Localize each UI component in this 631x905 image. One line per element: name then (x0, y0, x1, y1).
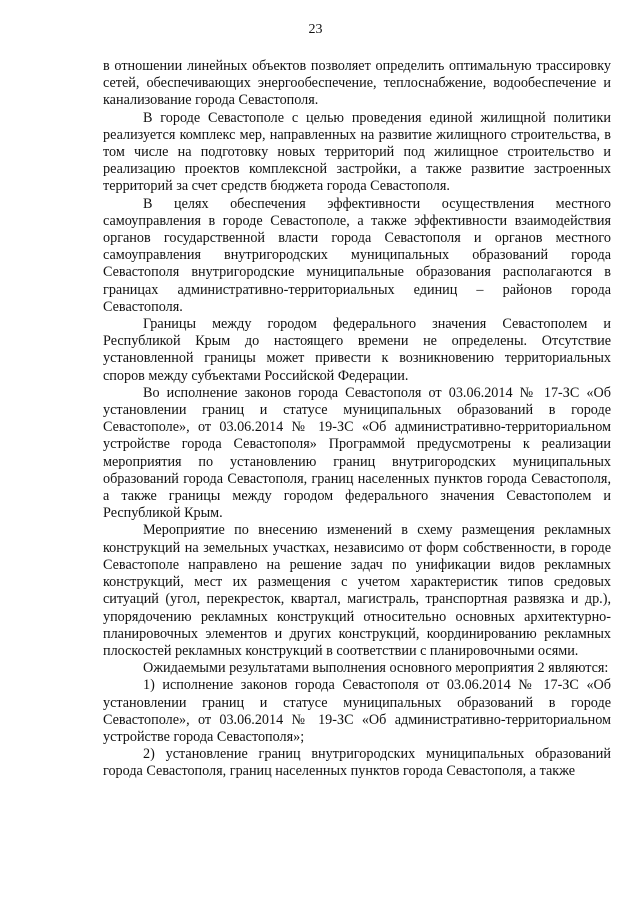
paragraph-expected-results: Ожидаемыми результатами выполнения основного мероприятия 2 являются: (143, 660, 609, 677)
body-text (103, 58, 611, 781)
paragraph-laws-execution: Во исполнение законов города Севастополя от 03.06.2014 № 17-ЗС «Об установлении границ и статусе муниципальных образований в городе Севастополе», от 03.06.2014 № 19-ЗС «Об административно-территориальном устройстве города Севастополя» Программой предусмотрены к реализации мероприятия по установлению границ внутригородских муниципальных образований города Севастополя, границ населенных пунктов города Севастополя, а также границы между городом федерального значения Севастополем и Республикой Крым. (103, 384, 611, 522)
paragraph-housing-policy: В городе Севастополе с целью проведения единой жилищной политики реализуется комплекс мер, направленных на развитие жилищного строительства, в том числе на подготовку новых территорий под жилищное строительство и реализацию проектов комплексной застройки, а также развитие застроенных территорий за счет средств бюджета города Севастополя. (103, 109, 611, 195)
list-item-2: 2) установление границ внутригородских муниципальных образований города Севастополя, границ населенных пунктов города Севастополя, а также (103, 746, 611, 780)
paragraph-local-self-government: В целях обеспечения эффективности осуществления местного самоуправления в городе Севастополе, а также эффективности взаимодействия органов государственной власти города Севастополя и органов местного самоуправления внутригородских муниципальных образований города Севастополя внутригородские муниципальные образования располагаются в границах административно-территориальных единиц – районов города Севастополя. (103, 195, 611, 315)
paragraph-linear-objects: в отношении линейных объектов позволяет определить оптимальную трассировку сетей, обеспечивающих энергообеспечение, теплоснабжение, водообеспечение и канализование города Севастополя. (103, 58, 611, 109)
list-item-1: 1) исполнение законов города Севастополя от 03.06.2014 № 17-ЗС «Об установлении границ и статусе муниципальных образований в городе Севастополе», от 03.06.2014 № 19-ЗС «Об административно-территориальном устройстве города Севастополя»; (103, 677, 611, 745)
paragraph-advertising-structures: Мероприятие по внесению изменений в схему размещения рекламных конструкций на земельных участках, независимо от форм собственности, в городе Севастополе направлено на решение задач по унификации видов рекламных конструкций, мест их размещения с учетом характеристик типов средовых ситуаций (угол, перекресток, квартал, магистраль, транспортная развязка и др.), упорядочению рекламных конструкций относительно основных архитектурно-планировочных элементов и других конструкций, координированию рекламных плоскостей рекламных конструкций в соответствии с планировочными осями. (103, 522, 611, 659)
page-number: 23 (308, 22, 323, 37)
paragraph-borders-crimea: Границы между городом федерального значения Севастополем и Республикой Крым до настоящего времени не определены. Отсутствие установленной границы может привести к возникновению территориальных споров между субъектами Российской Федерации. (103, 316, 611, 384)
